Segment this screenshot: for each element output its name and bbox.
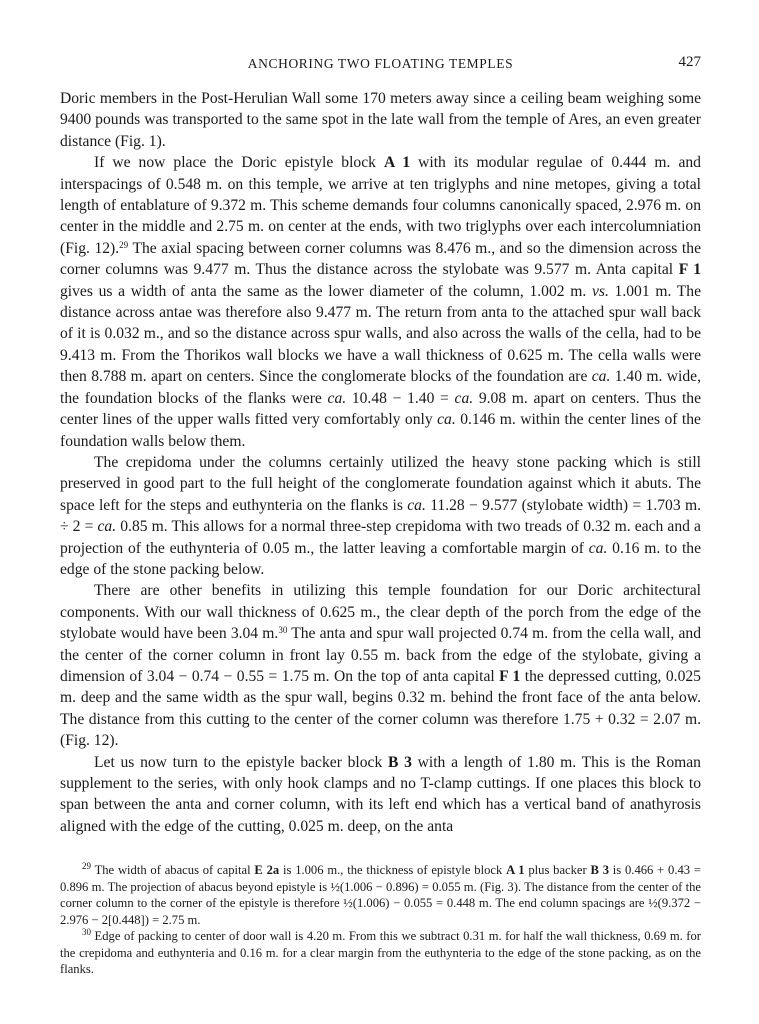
block-label: B 3 (387, 753, 412, 771)
text-run: is 0.466 + 0.43 = 0.896 m. The projection of abacus beyond epistyle is ½(1.006 − 0.896) = 0.055 m. (Fig. 3). The distance from the center of the corner column to the corner of the epistyle is therefore ½(1.006) − 0.055 = 0.448 m. The end column spacings are ½(9.372 − 2.976 − 2[0.448]) = 2.75 m. (60, 863, 701, 927)
italic-text: ca. (588, 539, 608, 557)
block-label: B 3 (590, 863, 610, 877)
block-label: A 1 (506, 863, 525, 877)
paragraph (60, 752, 701, 838)
italic-text: vs. (591, 282, 609, 300)
text-run: 0.85 m. This allows for a normal three-step crepidoma with two treads of 0.32 m. each and a projection of the euthynteria of 0.05 m., the latter leaving a comfortable margin of (60, 518, 701, 557)
footnote (60, 928, 701, 978)
text-run: Edge of packing to center of door wall is 4.20 m. From this we subtract 0.31 m. for half the wall thickness, 0.69 m. for the crepidoma and euthynteria and 0.16 m. for a clear margin from the euthynteria to the edge of the stone packing, as on the flanks. (60, 929, 701, 976)
footnote-marker: 30 (82, 927, 91, 937)
text-run: the depressed cutting, 0.025 m. deep and the same width as the spur wall, begins 0.32 m. behind the front face of the anta below. The distance from this cutting to the center of the corner column was therefore 1.75 + 0.32 = 2.07 m. (Fig. 12). (60, 667, 701, 750)
text-run: 9.08 m. apart on centers. Thus the center lines of the upper walls fitted very comfortably only (60, 389, 701, 429)
text-run: Doric members in the Post-Herulian Wall some 170 meters away since a ceiling beam weighing some 9400 pounds was transported to the same spot in the late wall from the temple of Ares, an even greater distance (Fig. 1). (60, 90, 701, 150)
italic-text: ca. (407, 496, 426, 514)
text-run: 10.48 − 1.40 = (346, 389, 455, 407)
paragraph (60, 152, 701, 452)
italic-text: ca. (454, 389, 474, 407)
text-run: is 1.006 m., the thickness of epistyle block (279, 863, 507, 877)
running-title: ANCHORING TWO FLOATING TEMPLES (247, 56, 514, 71)
page-number: 427 (678, 54, 701, 70)
text-run: 1.40 m. wide, the foundation blocks of the flanks were (60, 368, 701, 407)
paragraph (60, 580, 701, 751)
text-run: with its modular regulae of 0.444 m. and interspacings of 0.548 m. on this temple, we arrive at ten triglyphs and nine metopes, giving a total length of entablature of 9.372 m. This scheme demands four columns canonically spaced, 2.976 m. on center in the middle and 2.75 m. on center at the ends, with two triglyphs over each intercolumniation (Fig. 12). (60, 154, 701, 257)
text-run: 0.16 m. to the edge of the stone packing below. (60, 539, 701, 578)
text-run: If we now place the Doric epistyle block (94, 154, 384, 172)
text-run: 1.001 m. The distance across antae was therefore also 9.477 m. The return from anta to the attached spur wall back of it is 0.032 m., and so the distance across spur walls, and also across the walls of the cella, had to be 9.413 m. From the Thorikos wall blocks we have a wall thickness of 0.625 m. The cella walls were then 8.788 m. apart on centers. Since the conglomerate blocks of the foundation are (60, 282, 701, 386)
text-run: 11.28 − 9.577 (stylobate width) = 1.703 m. ÷ 2 = (60, 496, 701, 536)
block-label: A 1 (383, 154, 411, 172)
footnotes (60, 862, 701, 978)
block-label: E 2a (254, 863, 280, 877)
italic-text: ca. (97, 518, 117, 536)
block-label: F 1 (678, 261, 701, 279)
italic-text: ca. (591, 368, 611, 386)
italic-text: ca. (327, 389, 347, 407)
running-header (60, 54, 701, 74)
body-text (60, 88, 701, 837)
footnote-marker: 29 (82, 861, 91, 871)
text-run: There are other benefits in utilizing this temple foundation for our Doric architectural components. With our wall thickness of 0.625 m., the clear depth of the porch from the edge of the stylobate would have been 3.04 m. (60, 582, 701, 643)
text-run: The anta and spur wall projected 0.74 m. from the cella wall, and the center of the corner column in front lay 0.55 m. back from the edge of the stylobate, giving a dimension of 3.04 − 0.74 − 0.55 = 1.75 m. On the top of anta capital (60, 625, 701, 685)
italic-text: ca. (437, 411, 456, 429)
text-run: Let us now turn to the epistyle backer block (94, 753, 388, 771)
text-run: The width of abacus of capital (91, 863, 255, 877)
footnote-marker: 29 (119, 239, 129, 250)
text-run: 0.146 m. within the center lines of the foundation walls below them. (60, 411, 701, 450)
text-run: gives us a width of anta the same as the lower diameter of the column, 1.002 m. (60, 282, 592, 300)
paragraph (60, 88, 701, 152)
text-run: The crepidoma under the columns certainly utilized the heavy stone packing which is still preserved in good part to the full height of the conglomerate foundation against which it abuts. The space left for the steps and euthynteria on the flanks is (60, 453, 701, 514)
paragraph (60, 452, 701, 580)
footnote (60, 862, 701, 928)
text-run: plus backer (524, 863, 591, 877)
text-run: with a length of 1.80 m. This is the Roman supplement to the series, with only hook clamps and no T-clamp cuttings. If one places this block to span between the anta and corner column, with its left end which has a vertical band of anathyrosis aligned with the edge of the cutting, 0.025 m. deep, on the anta (60, 753, 701, 835)
block-label: F 1 (499, 667, 521, 685)
footnote-marker: 30 (278, 625, 288, 636)
text-run: The axial spacing between corner columns was 8.476 m., and so the dimension across the corner columns was 9.477 m. Thus the distance across the stylobate was 9.577 m. Anta capital (60, 239, 701, 279)
